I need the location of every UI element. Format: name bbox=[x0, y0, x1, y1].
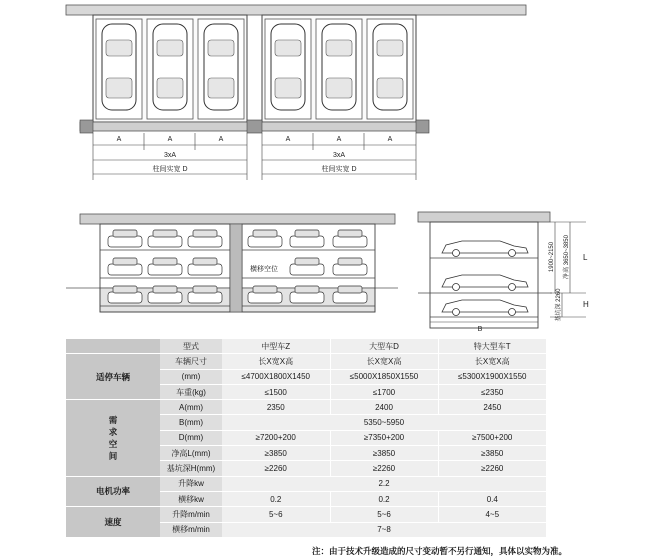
large-header: 大型车D bbox=[330, 339, 438, 354]
dim-a-1: A bbox=[116, 136, 122, 143]
table-row: 横移m/min 7~8 bbox=[66, 522, 546, 537]
lift-space-label: 横移空位 bbox=[250, 266, 278, 273]
side-b-label: B bbox=[477, 326, 483, 333]
parking-group-label: 适停车辆 bbox=[66, 354, 160, 400]
table-row: B(mm) 5350~5950 bbox=[66, 415, 546, 430]
side-view bbox=[0, 205, 650, 335]
dim-d-right: 柱间实宽 D bbox=[321, 166, 357, 173]
side-pit-label: 基坑深 2260 bbox=[556, 288, 562, 322]
table-row: 基坑深H(mm) ≥2260 ≥2260 ≥2260 bbox=[66, 461, 546, 476]
space-group-label: 需求空间 bbox=[66, 400, 160, 476]
side-car-bottom bbox=[442, 300, 528, 316]
xlarge-header: 特大型车T bbox=[438, 339, 546, 354]
mid-column bbox=[247, 120, 262, 133]
dim-a-5: A bbox=[336, 136, 342, 143]
speed-group-label: 速度 bbox=[66, 507, 160, 538]
table-row: (mm) ≤4700X1800X1450 ≤5000X1850X1550 ≤5300X1900X1550 bbox=[66, 369, 546, 384]
power-group-label: 电机功率 bbox=[66, 476, 160, 507]
dim-a-2: A bbox=[167, 136, 173, 143]
footnote: 注：由于技术升级造成的尺寸变动暂不另行通知，具体以实物为准。 bbox=[312, 546, 568, 556]
dim-a-6: A bbox=[387, 136, 393, 143]
side-h-label: H bbox=[583, 300, 589, 309]
side-height-1: 1900~2150 bbox=[549, 241, 555, 273]
table-row: 横移kw 0.2 0.2 0.4 bbox=[66, 491, 546, 506]
dim-lines bbox=[93, 133, 416, 180]
dim-3xa-left: 3xA bbox=[163, 152, 177, 159]
dim-3xa-right: 3xA bbox=[332, 152, 346, 159]
side-l-label: L bbox=[583, 253, 588, 262]
table-row: D(mm) ≥7200+200 ≥7350+200 ≥7500+200 bbox=[66, 430, 546, 445]
plan-car-1 bbox=[96, 19, 142, 119]
plan-car-5 bbox=[316, 19, 362, 119]
plan-car-4 bbox=[265, 19, 311, 119]
plan-car-2 bbox=[147, 19, 193, 119]
table-row: 需求空间 A(mm) 2350 2400 2450 bbox=[66, 400, 546, 415]
table-row: 速度 升降m/min 5~6 5~6 4~5 bbox=[66, 507, 546, 522]
right-column bbox=[416, 120, 429, 133]
table-row: 净高L(mm) ≥3850 ≥3850 ≥3850 bbox=[66, 446, 546, 461]
side-car-mid bbox=[442, 275, 528, 291]
table-row: 电机功率 升降kw 2.2 bbox=[66, 476, 546, 491]
table-header-row bbox=[66, 339, 546, 354]
plan-car-6 bbox=[367, 19, 413, 119]
top-beam bbox=[66, 5, 526, 15]
side-ceiling bbox=[418, 212, 550, 222]
type-header: 型式 bbox=[160, 339, 222, 354]
table-row: 适停车辆 车辆尺寸 长X宽X高 长X宽X高 长X宽X高 bbox=[66, 354, 546, 369]
dim-a-4: A bbox=[285, 136, 291, 143]
table-row: 车重(kg) ≤1500 ≤1700 ≤2350 bbox=[66, 384, 546, 399]
side-car-top bbox=[442, 241, 528, 257]
top-plan-view bbox=[0, 0, 650, 190]
left-column bbox=[80, 120, 93, 133]
medium-header: 中型车Z bbox=[222, 339, 330, 354]
dim-d-left: 柱间实宽 D bbox=[152, 166, 188, 173]
side-height-2: 净高 3650~3850 bbox=[564, 235, 570, 279]
dim-a-3: A bbox=[218, 136, 224, 143]
spec-table bbox=[66, 339, 546, 538]
plan-car-3 bbox=[198, 19, 244, 119]
side-cars bbox=[442, 241, 528, 316]
